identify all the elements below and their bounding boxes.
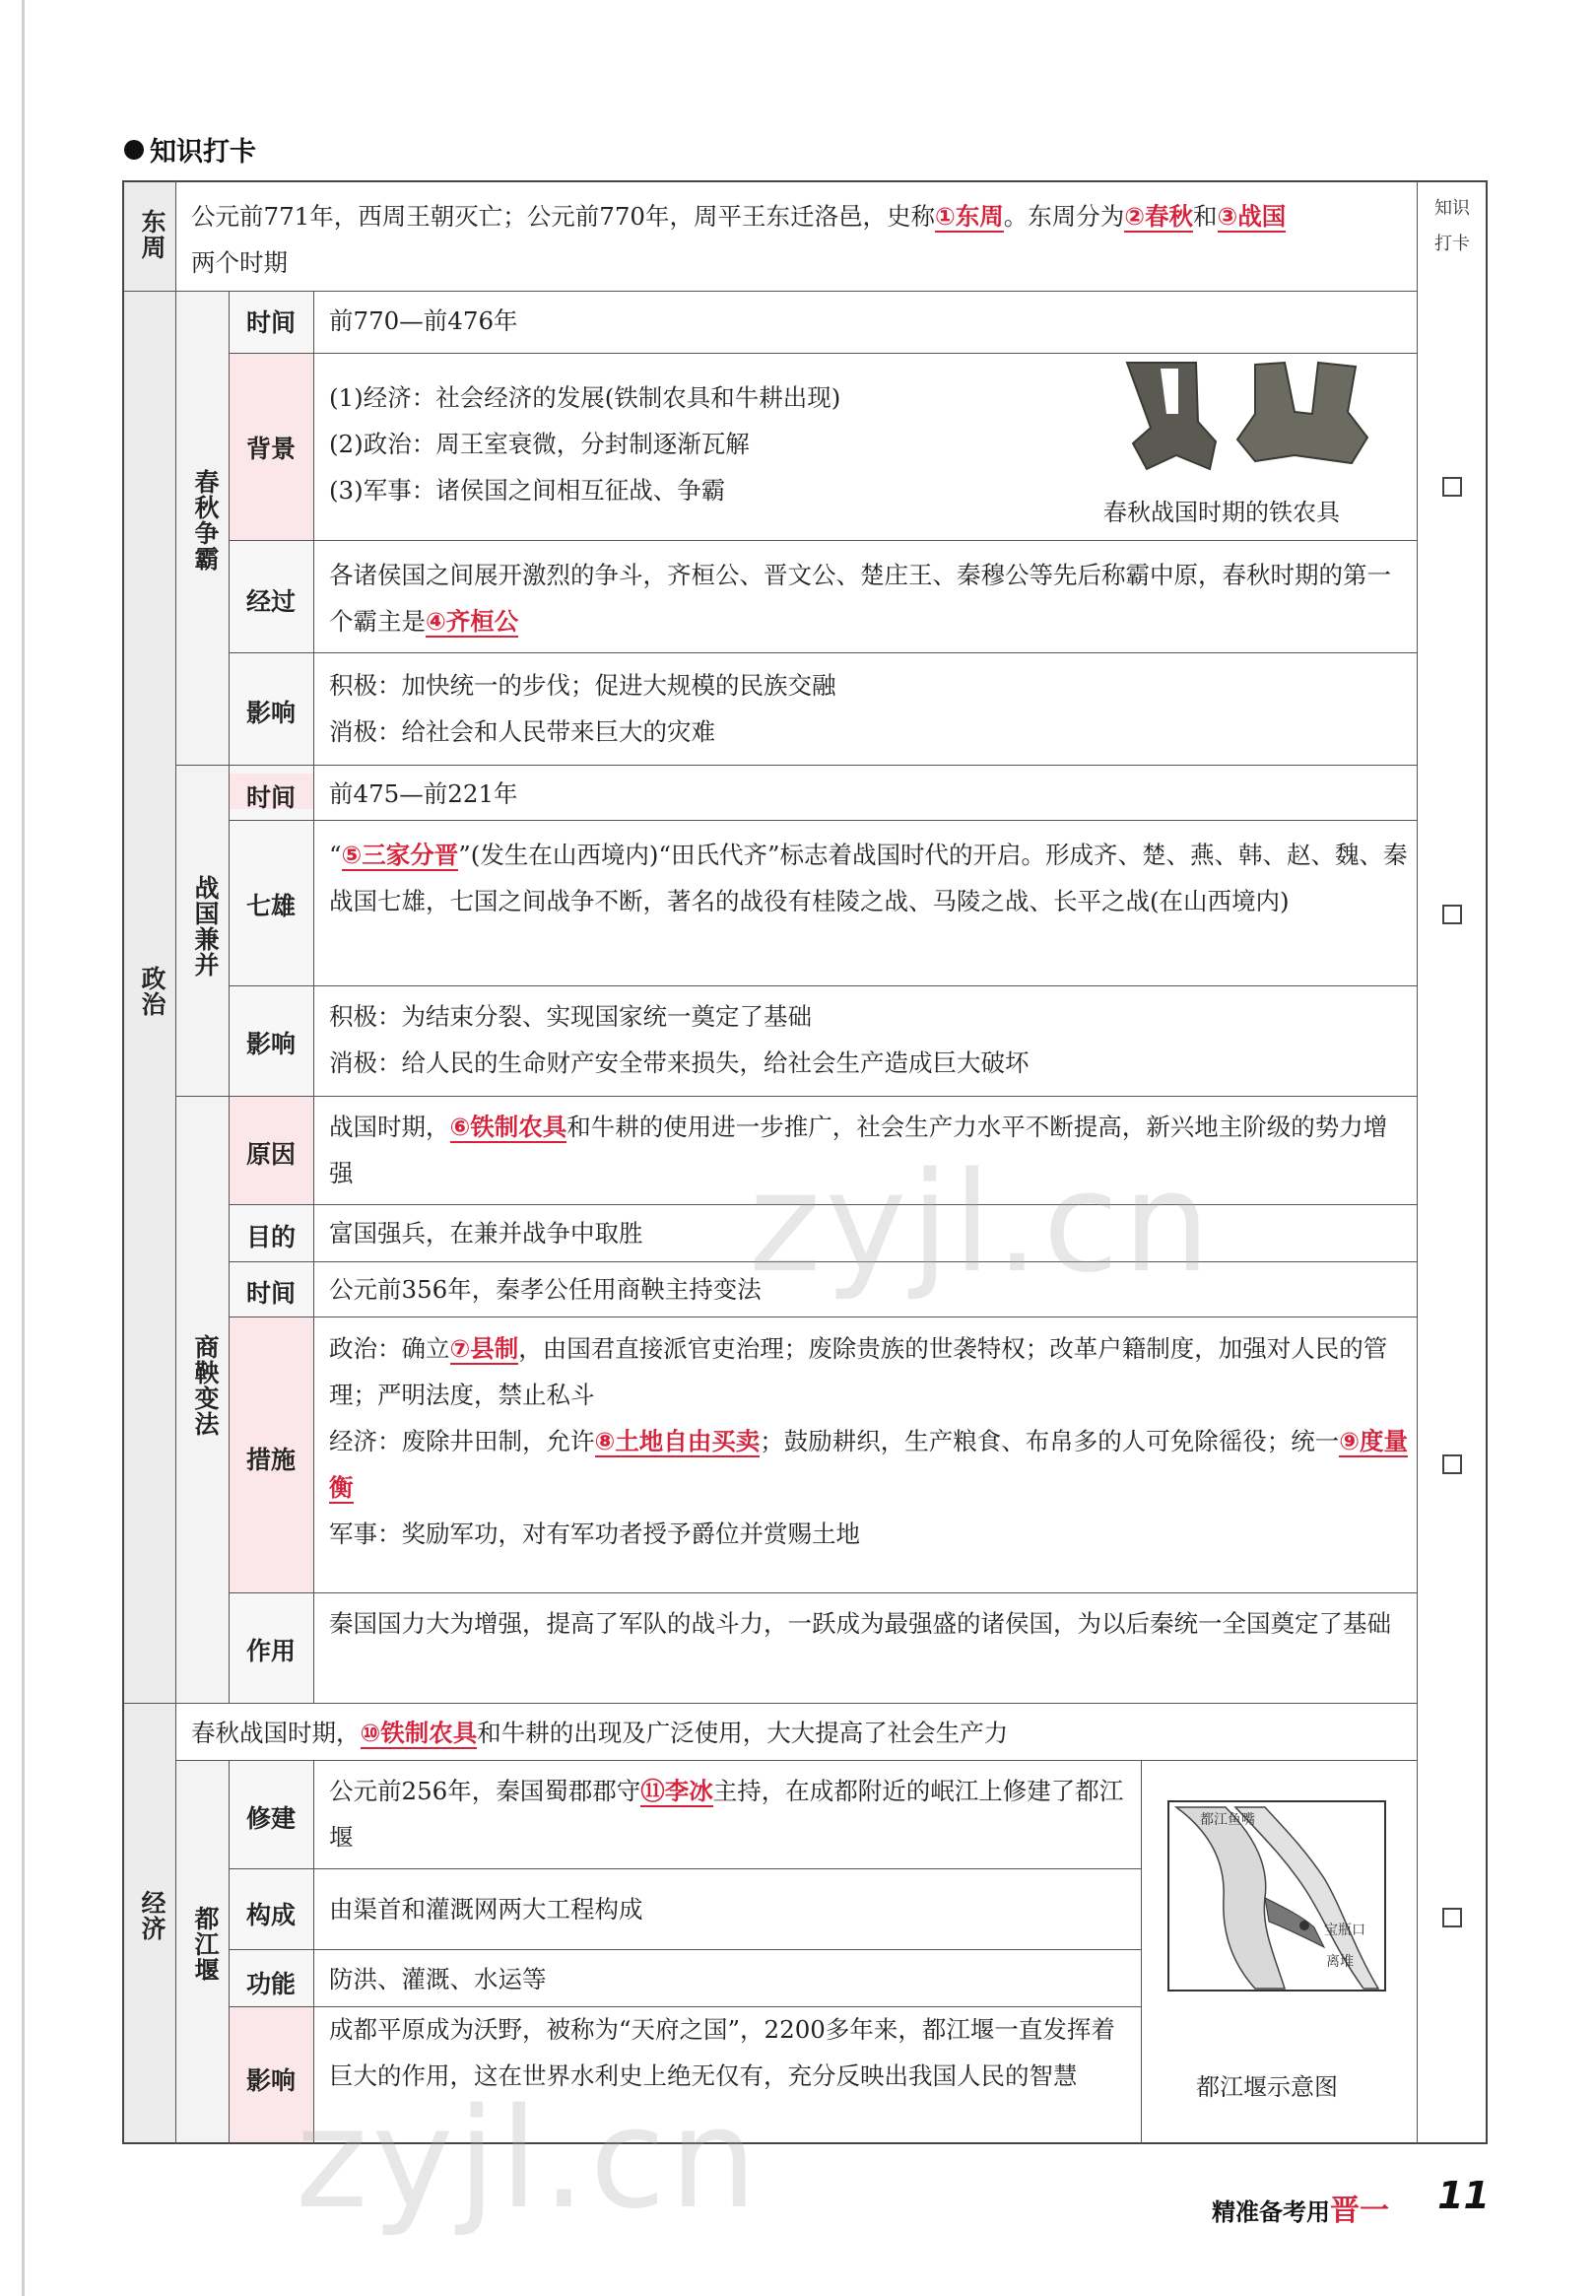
dujiangyan-map xyxy=(1166,1799,1389,1996)
grid-line xyxy=(229,1760,230,2144)
checkbox-dujiangyan[interactable] xyxy=(1442,1908,1462,1927)
fill-answer-6: ⑥铁制农具 xyxy=(449,1113,567,1141)
djy-func-label: 功能 xyxy=(246,1970,297,1998)
cq-process-text: 各诸侯国之间展开激烈的争斗，齐桓公、晋文公、楚庄王、秦穆公等先后称霸中原，春秋时期的第一个霸主是④齐桓公 xyxy=(329,561,1391,636)
grid-line xyxy=(124,291,1417,292)
chunqiu-label: 春秋争霸 xyxy=(191,469,220,572)
grid-line xyxy=(175,1760,1417,1761)
fill-answer-11: ⑪李冰 xyxy=(640,1777,713,1805)
djy-comp-text: 由渠首和灌溉网两大工程构成 xyxy=(329,1895,643,1924)
dongzhou-label: 东周 xyxy=(138,209,166,260)
sy-effect-label: 作用 xyxy=(246,1637,297,1665)
map-label-baopingkou: 宝瓶口 xyxy=(1324,1923,1365,1938)
grid-line xyxy=(229,291,230,1703)
grid-line xyxy=(175,180,176,2144)
djy-impact-label: 影响 xyxy=(246,2066,297,2095)
page-edge xyxy=(22,0,25,2296)
shangyang-label: 商鞅变法 xyxy=(191,1334,220,1437)
dujiangyan-label: 都江堰 xyxy=(191,1906,220,1983)
fill-answer-8: ⑧土地自由买卖 xyxy=(594,1427,761,1455)
dujiangyan-map-caption: 都江堰示意图 xyxy=(1196,2073,1338,2101)
sy-goal-label: 目的 xyxy=(246,1223,297,1251)
fill-answer-7: ⑦县制 xyxy=(449,1334,519,1363)
grid-line xyxy=(124,1703,1417,1704)
grid-line xyxy=(229,1949,1141,1950)
iron-tools-image xyxy=(1107,353,1393,481)
cq-impact-label: 影响 xyxy=(246,699,297,727)
bullet-icon xyxy=(124,140,144,160)
djy-comp-label: 构成 xyxy=(246,1901,297,1929)
fill-answer-1: ①东周 xyxy=(935,202,1004,231)
cq-background-label: 背景 xyxy=(246,435,297,463)
djy-func-text: 防洪、灌溉、水运等 xyxy=(329,1965,547,1993)
fill-answer-5: ⑤三家分晋 xyxy=(341,841,459,869)
zg-seven-label: 七雄 xyxy=(246,892,297,920)
djy-build-text: 公元前256年，秦国蜀郡郡守⑪李冰主持，在成都附近的岷江上修建了都江堰 xyxy=(329,1777,1124,1852)
economy-intro: 春秋战国时期，⑩铁制农具和牛耕的出现及广泛使用，大大提高了社会生产力 xyxy=(191,1719,1009,1747)
map-label-yuzui: 都江鱼嘴 xyxy=(1200,1812,1255,1828)
page-number: 11 xyxy=(1437,2174,1490,2217)
djy-impact-text: 成都平原成为沃野，被称为“天府之国”，2200多年来，都江堰一直发挥着巨大的作用，这在世界水利史上绝无仅有，充分反映出我国人民的智慧 xyxy=(329,2015,1115,2090)
sy-reason-text: 战国时期，⑥铁制农具和牛耕的使用进一步推广，社会生产力水平不断提高，新兴地主阶级的势力增强 xyxy=(329,1113,1388,1187)
zhanguo-label: 战国兼并 xyxy=(191,875,220,978)
zg-impact-label: 影响 xyxy=(246,1030,297,1058)
fill-answer-10: ⑩铁制农具 xyxy=(360,1719,478,1747)
cq-time-label: 时间 xyxy=(246,308,297,337)
sy-measure-text: 政治：确立⑦县制，由国君直接派官吏治理；废除贵族的世袭特权；改革户籍制度，加强对人民的管理；严明法度，禁止私斗 经济：废除井田制，允许⑧土地自由买卖；鼓励耕织，生产粮食、布帛多的人可免除徭役；统一⑨度量衡 军事：奖励军功，对有军功者授予爵位并赏赐土地 xyxy=(329,1334,1408,1548)
grid-line xyxy=(229,540,1417,541)
footer-brand: 精准备考用晋一 xyxy=(1212,2194,1389,2228)
section-title: 知识打卡 xyxy=(124,130,256,169)
map-label-lidui: 离堆 xyxy=(1326,1954,1354,1970)
sy-measure-label: 措施 xyxy=(246,1446,297,1474)
politics-label: 政治 xyxy=(138,966,166,1017)
grid-line xyxy=(313,291,314,1703)
sy-effect-text: 秦国国力大为增强，提高了军队的战斗力，一跃成为最强盛的诸侯国，为以后秦统一全国奠定了基础 xyxy=(329,1609,1391,1638)
grid-line xyxy=(175,765,1417,766)
sy-goal-text: 富国强兵，在兼并战争中取胜 xyxy=(329,1219,643,1248)
grid-line xyxy=(229,1868,1141,1869)
sy-time-label: 时间 xyxy=(246,1279,297,1308)
cq-process-label: 经过 xyxy=(246,587,297,616)
economy-label: 经济 xyxy=(138,1890,166,1941)
sy-time-text: 公元前356年，秦孝公任用商鞅主持变法 xyxy=(329,1275,762,1304)
watermark: zyjl.cn xyxy=(296,2079,762,2240)
checkin-header: 知识 打卡 xyxy=(1434,198,1470,254)
grid-line xyxy=(175,1096,1417,1097)
watermark: zyjl.cn xyxy=(749,1143,1215,1304)
checkbox-shangyang[interactable] xyxy=(1442,1454,1462,1474)
grid-line xyxy=(1141,1760,1142,2144)
cq-time-text: 前770—前476年 xyxy=(329,306,518,335)
checkbox-chunqiu[interactable] xyxy=(1442,477,1462,497)
grid-line xyxy=(1417,180,1418,2144)
dongzhou-text: 公元前771年，西周王朝灭亡；公元前770年，周平王东迁洛邑，史称①东周。东周分为②春秋和③战国 两个时期 xyxy=(191,202,1287,277)
fill-answer-2: ②春秋 xyxy=(1124,202,1194,231)
zg-impact-text: 积极：为结束分裂、实现国家统一奠定了基础 消极：给人民的生命财产安全带来损失，给社会生产造成巨大破坏 xyxy=(329,1002,1030,1077)
grid-line xyxy=(229,985,1417,986)
sy-reason-label: 原因 xyxy=(246,1140,297,1169)
grid-line xyxy=(229,820,1417,821)
grid-line xyxy=(229,652,1417,653)
grid-line xyxy=(229,1592,1417,1593)
fill-answer-4: ④齐桓公 xyxy=(426,607,519,636)
zg-seven-text: “⑤三家分晋”(发生在山西境内)“田氏代齐”标志着战国时代的开启。形成齐、楚、燕、韩、赵、魏、秦战国七雄，七国之间战争不断，著名的战役有桂陵之战、马陵之战、长平之战(在山西境内) xyxy=(329,841,1408,915)
cq-impact-text: 积极：加快统一的步伐；促进大规模的民族交融 消极：给社会和人民带来巨大的灾难 xyxy=(329,671,836,746)
iron-tools-caption: 春秋战国时期的铁农具 xyxy=(1103,499,1340,526)
fill-answer-9: ⑨度量衡 xyxy=(329,1427,1408,1502)
djy-build-label: 修建 xyxy=(246,1804,297,1833)
zg-time-text: 前475—前221年 xyxy=(329,779,518,808)
zg-time-label: 时间 xyxy=(246,783,297,812)
fill-answer-3: ③战国 xyxy=(1217,202,1287,231)
cq-background-text: (1)经济：社会经济的发展(铁制农具和牛耕出现) (2)政治：周王室衰微，分封制逐渐瓦解 (3)军事：诸侯国之间相互征战、争霸 xyxy=(329,383,841,505)
checkbox-zhanguo[interactable] xyxy=(1442,905,1462,924)
